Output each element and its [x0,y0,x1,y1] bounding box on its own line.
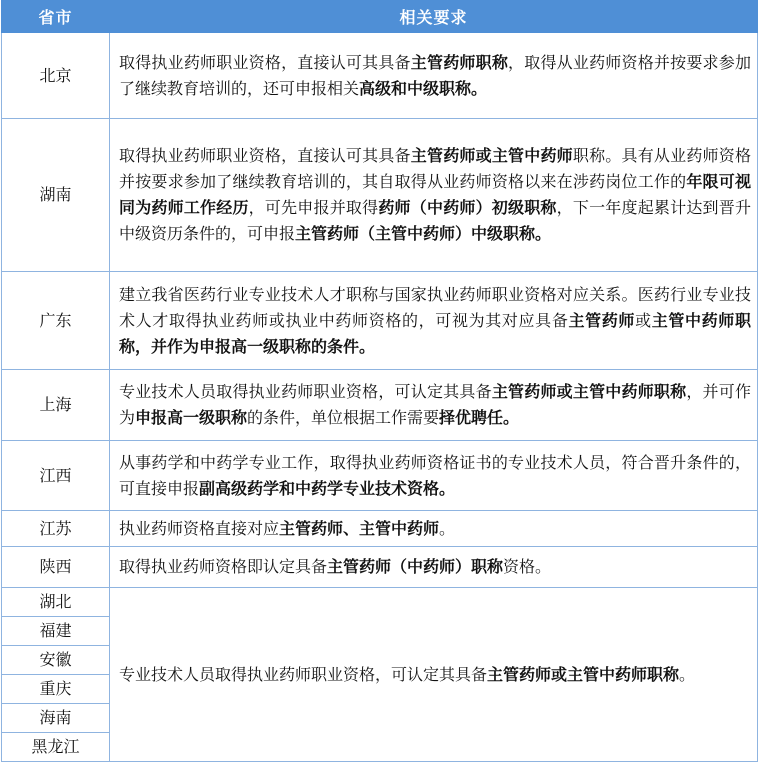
province-cell: 福建 [2,617,110,646]
body-text: 取得执业药师职业资格，直接认可其具备 [119,146,411,165]
emphasis-text: 主管药师（主管中药师）中级职称。 [295,224,552,243]
body-text: 资格。 [503,557,552,576]
emphasis-text: 主管药师职称 [410,52,509,72]
body-text: 执业药师资格直接对应 [119,518,280,538]
body-text: 从事药学和中药学专业工作，取得执业药师资格证书的专业技术人员，符合晋升条件的，可直接申报 [119,452,751,498]
province-cell: 上海 [2,370,110,441]
province-cell: 广东 [2,272,110,370]
body-text: 职称。具有从业药师资格并按要求参加了继续教育培训的，其自取得从业药师资格以来在涉药岗位工作的 [119,146,751,191]
body-text: ，下一年度起累计达到晋升中级资历条件的，可申报 [119,198,751,243]
emphasis-text: 高级和中级职称。 [359,78,488,98]
province-cell: 黑龙江 [2,733,110,762]
province-cell: 江苏 [2,511,110,547]
province-cell: 陕西 [2,547,110,588]
header-province: 省市 [2,1,110,33]
emphasis-text: 择优聘任。 [439,408,520,427]
body-text: 建立我省医药行业专业技术人才职称与国家执业药师职业资格对应关系。医药行业专业技术人才取得执业药师或执业中药师资格的，可视为其对应具备 [119,284,751,330]
emphasis-text: 主管药师、主管中药师 [279,518,440,538]
province-cell: 安徽 [2,646,110,675]
requirement-cell [110,119,758,272]
table-row [2,588,758,617]
table-row [2,511,758,547]
requirement-cell [110,33,758,119]
province-cell: 北京 [2,33,110,119]
policy-table [1,0,758,762]
province-cell: 江西 [2,441,110,511]
emphasis-text: 主管药师或主管中药师职称 [487,664,680,684]
body-text: ，并可作为 [119,382,751,427]
body-text: 或 [635,310,652,330]
table-row [2,547,758,588]
province-cell: 湖南 [2,119,110,272]
table-row [2,33,758,119]
requirement-cell-shared [110,588,758,762]
body-text: 取得执业药师职业资格，直接认可其具备 [119,52,411,72]
body-text: ，取得从业药师资格并按要求参加了继续教育培训的，还可申报相关 [119,52,751,98]
body-text: 的条件，单位根据工作需要 [247,408,440,427]
body-text: 取得执业药师资格即认定具备 [119,557,328,576]
emphasis-text: 主管药师或主管中药师职称 [491,382,687,401]
table-row [2,370,758,441]
requirement-cell [110,370,758,441]
body-text: ，可先申报并取得 [248,198,379,217]
emphasis-text: 年限可视同为药师工作经历 [119,172,751,217]
emphasis-text: 申报高一级职称 [135,408,248,427]
body-text: 专业技术人员取得执业药师职业资格，可认定其具备 [119,664,488,684]
body-text: 专业技术人员取得执业药师职业资格，可认定其具备 [119,382,492,401]
requirement-cell [110,547,758,588]
emphasis-text: 主管药师 [568,310,636,330]
requirement-cell [110,511,758,547]
requirement-cell [110,441,758,511]
table-row [2,441,758,511]
emphasis-text: 主管药师（中药师）职称 [327,557,504,576]
requirement-cell [110,272,758,370]
emphasis-text: 主管药师或主管中药师 [410,146,573,165]
body-text: 。 [439,518,456,538]
emphasis-text: 药师（中药师）初级职称 [378,198,557,217]
emphasis-text: 副高级药学和中药学专业技术资格。 [199,478,456,498]
table-header-row [2,1,758,33]
table-row [2,272,758,370]
body-text: 。 [679,664,696,684]
emphasis-text: 主管中药师职称，并作为申报高一级职称的条件。 [119,310,751,356]
table-row [2,119,758,272]
province-cell: 海南 [2,704,110,733]
province-cell: 重庆 [2,675,110,704]
header-requirement: 相关要求 [110,1,758,33]
province-cell: 湖北 [2,588,110,617]
